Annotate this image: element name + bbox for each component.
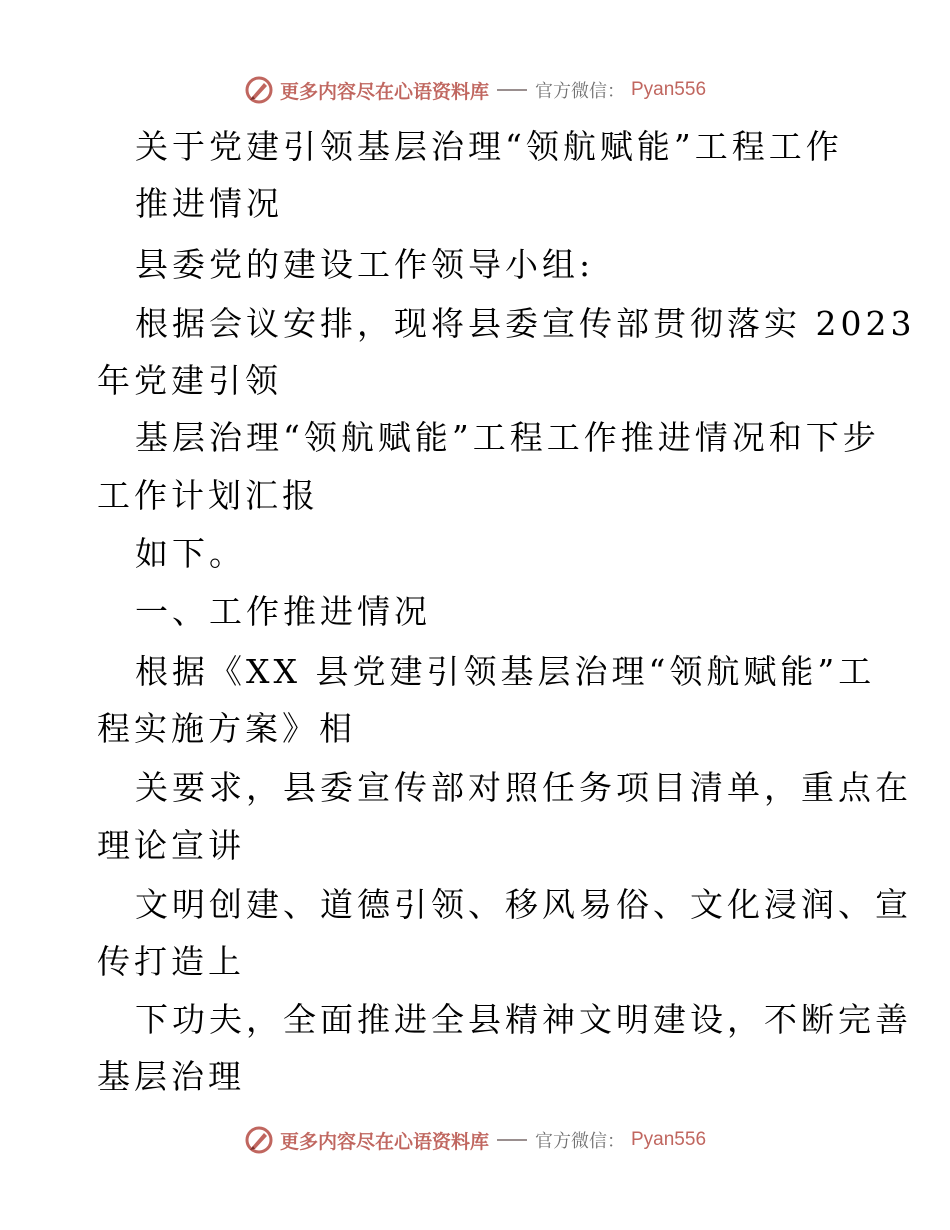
doc-recipient: 县委党的建设工作领导小组: [135, 245, 595, 284]
header-watermark-banner [0, 70, 950, 110]
doc-text-line: 根据《XX 县党建引领基层治理“领航赋能”工 [135, 652, 876, 691]
wechat-label: 官方微信： [535, 1131, 625, 1152]
doc-text-line: 如下。 [135, 534, 246, 573]
brand-logo-icon [244, 75, 274, 105]
doc-text-line: 程实施方案》相 [97, 709, 356, 748]
doc-section-heading: 一、工作推进情况 [135, 592, 431, 631]
doc-text-line: 基层治理“领航赋能”工程工作推进情况和下步 [135, 418, 880, 457]
doc-text-line: 传打造上 [97, 942, 245, 981]
wechat-id: Pyan556 [631, 1129, 707, 1150]
brand-text: 更多内容尽在心语资料库 [279, 80, 489, 103]
wechat-label: 官方微信： [535, 81, 625, 102]
footer-watermark-banner [0, 1120, 950, 1160]
doc-text-line: 文明创建、道德引领、移风易俗、文化浸润、宣 [135, 885, 912, 924]
brand-text: 更多内容尽在心语资料库 [279, 1130, 489, 1153]
banner-dash [497, 89, 527, 91]
wechat-id: Pyan556 [631, 79, 707, 100]
doc-text-line: 根据会议安排，现将县委宣传部贯彻落实 2023 [135, 304, 916, 343]
doc-text-line: 理论宣讲 [97, 826, 245, 865]
doc-title-line-1: 关于党建引领基层治理“领航赋能”工程工作 [135, 127, 843, 166]
doc-text-line: 关要求，县委宣传部对照任务项目清单，重点在 [135, 768, 912, 807]
banner-dash [497, 1139, 527, 1141]
doc-text-line: 下功夫，全面推进全县精神文明建设，不断完善 [135, 1000, 912, 1039]
brand-logo-icon [244, 1125, 274, 1155]
doc-text-line: 工作计划汇报 [97, 476, 319, 515]
doc-text-line: 年党建引领 [97, 361, 282, 400]
doc-title-line-2: 推进情况 [135, 184, 283, 223]
doc-text-line: 基层治理 [97, 1057, 245, 1096]
